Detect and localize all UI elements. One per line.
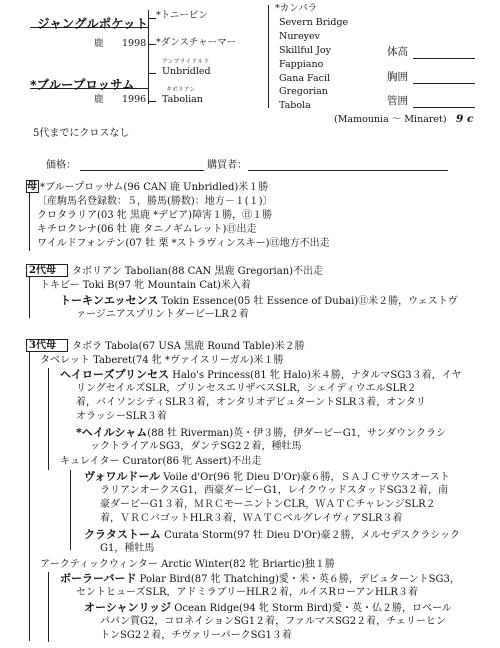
measure-height-field[interactable] (413, 45, 475, 59)
ocean-ridge-line-2: トンSG2２着，チヴァリーパークSG1３着 (100, 630, 292, 641)
gen1-bracket (148, 10, 149, 104)
ocean-ridge-name: オーシャンリッジ (84, 601, 172, 614)
gen3-7: Gregorian (279, 86, 328, 97)
sire-name: ジャングルポケット (37, 16, 149, 31)
dam-progeny-3: ワイルドフォンテン(07 牡 栗 *ストラヴィンスキー)㊐地方不出走 (37, 238, 330, 249)
curata-storm-line-1: G1，種牡馬 (100, 543, 155, 554)
ocean-ridge-record: Ocean Ridge(94 牝 Storm Bird)愛・英・仏２勝，ロベール (171, 603, 452, 614)
sire-year: 1998 (122, 38, 147, 49)
sire-color: 鹿 (94, 38, 104, 49)
gen3-3: Nureyev (279, 31, 320, 42)
arctic-winter-record: アークティックウィンター Arctic Winter(82 牝 Briartic)独１勝 (40, 559, 335, 570)
halos-princess-line-3: オラッシーSLR３着 (76, 411, 167, 422)
tokin-essence-name: トーキンエッセンス (60, 294, 159, 307)
voile-dor-record: Voile d'Or(96 牝 Dieu D'Or)豪６勝，ＳＡＪＣサウスオースト (160, 472, 450, 483)
buyer-field[interactable] (248, 158, 448, 171)
gen2-dam-dam: Tabolian (162, 94, 203, 105)
gen2-sire-sire: *トニービン (156, 10, 208, 21)
inbreeding-note: 5代までにクロスなし (33, 128, 130, 139)
family-line: (Mamounia ～ Minaret) (334, 114, 447, 125)
halos-princess-line-1: リングセイルズSLR，プリンセスエリザベスSLR，シェイディウエルSLR２ (76, 383, 417, 394)
polar-bird-record: Polar Bird(87 牝 Thatching)愛・米・英６勝，デビュターントSG3， (136, 574, 460, 585)
gen2-sire-dam: *ダンスチャーマー (156, 37, 237, 48)
dam-progeny-1: クロタラリア(03 牝 黒鹿 *デピア)障害１勝，㊐１勝 (37, 210, 273, 221)
gen2-dam-dam-ruby: タボリアン (166, 87, 196, 93)
dam-section-tag: 母 (27, 181, 37, 192)
gen3-section-bar (29, 341, 30, 641)
dam-progeny-summary: 〔産駒馬名登録数：５，勝馬(勝数)：地方－１(１)〕 (37, 196, 273, 207)
halos-princess-record: Halo's Princess(81 牝 Halo)米４勝，ナタルマSG3３着，イヤ (169, 370, 462, 381)
measure-cannon-label: 管囲 (387, 95, 408, 107)
measure-height-label: 体高 (387, 46, 408, 58)
price-label: 価格： (46, 160, 76, 171)
tokin-essence-record: Tokin Essence(05 牡 Essence of Dubai)㊐米２勝，ウェストヴ (158, 296, 458, 307)
voile-dor-name: ヴォワルドール (84, 470, 161, 483)
hailsham-line-1: ックトライアルSG3，ダンテSG2２着，種牡馬 (90, 441, 302, 452)
gen2-bracket (268, 5, 269, 108)
taberet-record: タベレット Taberet(74 牝 *ヴァイスリーガル)米１勝 (40, 355, 284, 366)
gen2-dam-sire-ruby: アンブライドルド (162, 59, 210, 65)
gen3-dam-record: タボラ Tabola(67 USA 黒鹿 Round Table)米２勝 (72, 341, 305, 352)
gen3-section-tag: 3代母 (29, 340, 56, 351)
gen3-6: Gana Facil (279, 73, 331, 84)
price-field[interactable] (80, 158, 204, 171)
voile-dor-line-3: 着，ＶＲＣバゴットHLR３着，ＷＡＴＣベルグレイヴィアSLR３着 (100, 513, 403, 524)
curata-storm-record: Curata Storm(97 牡 Dieu D'Or)豪２勝，メルセデスクラシック (160, 530, 460, 541)
family-number: 9 c (456, 113, 474, 125)
measure-cannon-field[interactable] (413, 94, 475, 108)
measure-chest-field[interactable] (413, 70, 475, 84)
voile-dor-line-2: 豪ダービーG1３着，ＭＲＣモーニントンCLR，ＷＡＴＣチャレンジSLR２ (100, 499, 436, 510)
hailsham-name: *ヘイルシャム (76, 426, 148, 439)
dam-color: 鹿 (94, 94, 104, 105)
gen3-5: Fappiano (279, 59, 324, 70)
dam-year: 1996 (122, 94, 147, 105)
gen2-dam-sire: Unbridled (162, 66, 211, 77)
halos-princess-name: ヘイローズプリンセス (60, 368, 170, 381)
halos-princess-line-2: 着，バイソンシティSLR３着，オンタリオデビュターントSLR３着，オンタリ (76, 397, 426, 408)
gen2-section-tag: 2代母 (29, 265, 56, 276)
buyer-label: 購買者： (207, 160, 247, 171)
dam-record: *ブループロッサム(96 CAN 鹿 Unbridled)米１勝 (40, 182, 269, 193)
gen3-1: *カンパラ (275, 3, 318, 14)
voile-dor-line-1: ラリアンオークスG1，西豪ダービーG1，レイクウッドスタッドSG3２着，南 (100, 485, 449, 496)
polar-bird-line-1: セントヒューズSLR，アドミラブリーHLR２着，ルイスRローアンHLR３着 (76, 587, 418, 598)
polar-bird-name: ボーラーバード (60, 572, 137, 585)
curata-storm-name: クラタストーム (84, 528, 161, 541)
hailsham-record: (88 牡 Riverman)英・伊３勝，伊ダービーG1，サンダウンクラシ (147, 428, 446, 439)
gen3-8: Tabola (279, 100, 311, 111)
gen3-2: Severn Bridge (279, 17, 349, 28)
gen2-daughter-record: トキビー Toki B(97 牝 Mountain Cat)米入着 (40, 280, 251, 291)
dam-progeny-2: キチロクレナ(06 牡 鹿 タニノギムレット)㊐出走 (37, 224, 257, 235)
gen3-4: Skillful Joy (279, 45, 331, 56)
curator-record: キュレイター Curator(86 牝 Assert)不出走 (60, 456, 262, 467)
tokin-essence-record-cont: ァージニアスプリントダービーLR２着 (76, 309, 249, 320)
measure-chest-label: 胸囲 (387, 71, 408, 83)
ocean-ridge-line-1: パパン賞G2，コロネイションSG1２着，ファルマスSG2２着，チェリーヒン (100, 616, 446, 627)
gen2-dam-record: タボリアン Tabolian(88 CAN 黒鹿 Gregorian)不出走 (72, 266, 324, 277)
dam-name: *ブループロッサム (30, 77, 135, 92)
